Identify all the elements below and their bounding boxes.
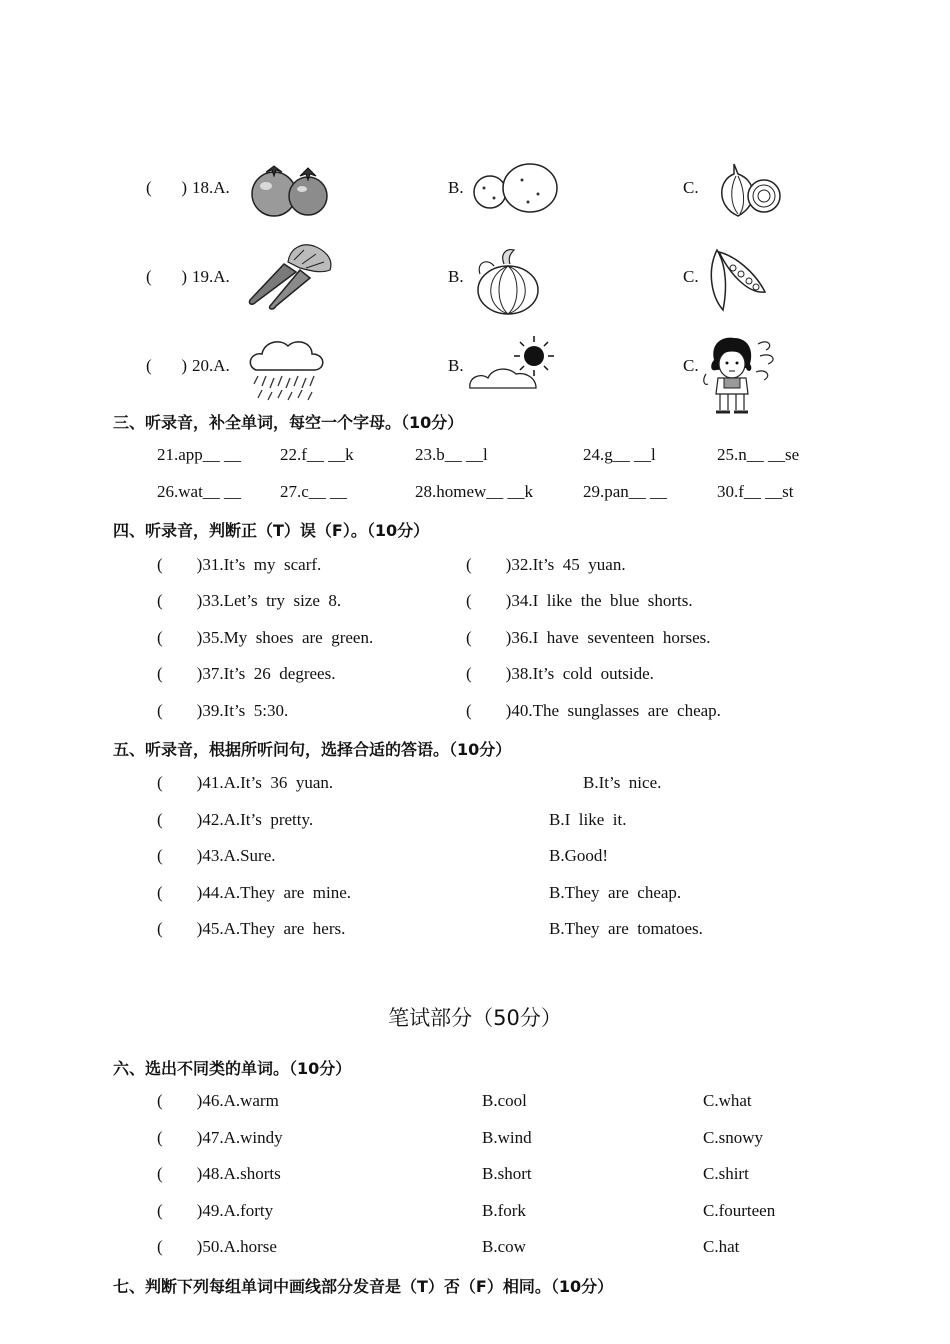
option-c-label: C. — [683, 267, 699, 286]
true-false-item[interactable]: ( )33.Let’s try size 8. — [157, 591, 342, 610]
onion-icon — [704, 158, 784, 222]
odd-one-out-option-c[interactable]: C.snowy — [703, 1128, 763, 1147]
response-option-a[interactable]: ( )45.A.They are hers. — [157, 919, 346, 938]
tomato-icon — [246, 158, 332, 218]
fill-blank-item[interactable]: 21.app__ __ — [157, 445, 242, 464]
section-heading: 三、听录音，补全单词，每空一个字母。（10分） — [113, 413, 464, 432]
fill-blank-item[interactable]: 25.n__ __se — [717, 445, 800, 464]
pumpkin-icon — [474, 244, 544, 318]
fill-blank-item[interactable]: 28.homew__ __k — [415, 482, 534, 501]
fill-blank-item[interactable]: 26.wat__ __ — [157, 482, 242, 501]
odd-one-out-option-a[interactable]: ( )50.A.horse — [157, 1237, 277, 1256]
written-part-title: 笔试部分（50分） — [388, 1006, 562, 1030]
option-c-label: C. — [683, 356, 699, 375]
sun-cloud-icon — [466, 332, 562, 392]
fill-blank-item[interactable]: 29.pan__ __ — [583, 482, 668, 501]
response-option-a[interactable]: ( )43.A.Sure. — [157, 846, 276, 865]
question-number: 18.A. — [192, 178, 230, 197]
section-heading: 四、听录音，判断正（T）误（F）。（10分） — [113, 521, 430, 540]
answer-paren[interactable]: ( ) — [146, 267, 188, 286]
section-heading: 六、选出不同类的单词。（10分） — [113, 1059, 352, 1078]
odd-one-out-option-b[interactable]: B.cow — [482, 1237, 526, 1256]
section-heading: 五、听录音，根据所听问句，选择合适的答语。（10分） — [113, 740, 512, 759]
response-option-b[interactable]: B.They are cheap. — [549, 883, 682, 902]
windy-girl-icon — [702, 334, 782, 416]
fill-blank-item[interactable]: 22.f__ __k — [280, 445, 354, 464]
odd-one-out-option-c[interactable]: C.hat — [703, 1237, 740, 1256]
odd-one-out-option-c[interactable]: C.shirt — [703, 1164, 749, 1183]
fill-blank-item[interactable]: 30.f__ __st — [717, 482, 794, 501]
response-option-b[interactable]: B.Good! — [549, 846, 609, 865]
option-b-label: B. — [448, 356, 464, 375]
odd-one-out-option-b[interactable]: B.cool — [482, 1091, 527, 1110]
response-option-a[interactable]: ( )42.A.It’s pretty. — [157, 810, 314, 829]
odd-one-out-option-c[interactable]: C.fourteen — [703, 1201, 776, 1220]
response-option-b[interactable]: B.I like it. — [549, 810, 627, 829]
true-false-item[interactable]: ( )36.I have seventeen horses. — [466, 628, 711, 647]
green-beans-icon — [705, 246, 769, 314]
true-false-item[interactable]: ( )40.The sunglasses are cheap. — [466, 701, 721, 720]
fill-blank-item[interactable]: 27.c__ __ — [280, 482, 348, 501]
true-false-item[interactable]: ( )34.I like the blue shorts. — [466, 591, 693, 610]
odd-one-out-option-a[interactable]: ( )46.A.warm — [157, 1091, 279, 1110]
fill-blank-item[interactable]: 23.b__ __l — [415, 445, 488, 464]
option-b-label: B. — [448, 178, 464, 197]
fill-blank-item[interactable]: 24.g__ __l — [583, 445, 656, 464]
true-false-item[interactable]: ( )35.My shoes are green. — [157, 628, 374, 647]
answer-paren[interactable]: ( ) — [146, 178, 188, 197]
response-option-a[interactable]: ( )41.A.It’s 36 yuan. — [157, 773, 334, 792]
response-option-b[interactable]: B.It’s nice. — [583, 773, 662, 792]
question-number: 20.A. — [192, 356, 230, 375]
true-false-item[interactable]: ( )31.It’s my scarf. — [157, 555, 322, 574]
true-false-item[interactable]: ( )38.It’s cold outside. — [466, 664, 654, 683]
odd-one-out-option-b[interactable]: B.short — [482, 1164, 532, 1183]
answer-paren[interactable]: ( ) — [146, 356, 188, 375]
odd-one-out-option-b[interactable]: B.wind — [482, 1128, 532, 1147]
odd-one-out-option-b[interactable]: B.fork — [482, 1201, 526, 1220]
odd-one-out-option-a[interactable]: ( )48.A.shorts — [157, 1164, 281, 1183]
rain-cloud-icon — [246, 336, 328, 406]
section-heading: 七、判断下列每组单词中画线部分发音是（T）否（F）相同。（10分） — [113, 1277, 614, 1296]
true-false-item[interactable]: ( )37.It’s 26 degrees. — [157, 664, 336, 683]
odd-one-out-option-a[interactable]: ( )47.A.windy — [157, 1128, 283, 1147]
response-option-a[interactable]: ( )44.A.They are mine. — [157, 883, 352, 902]
option-c-label: C. — [683, 178, 699, 197]
option-b-label: B. — [448, 267, 464, 286]
potato-icon — [470, 160, 560, 216]
response-option-b[interactable]: B.They are tomatoes. — [549, 919, 703, 938]
true-false-item[interactable]: ( )39.It’s 5:30. — [157, 701, 289, 720]
true-false-item[interactable]: ( )32.It’s 45 yuan. — [466, 555, 626, 574]
odd-one-out-option-a[interactable]: ( )49.A.forty — [157, 1201, 274, 1220]
question-number: 19.A. — [192, 267, 230, 286]
carrot-icon — [244, 240, 336, 310]
odd-one-out-option-c[interactable]: C.what — [703, 1091, 752, 1110]
